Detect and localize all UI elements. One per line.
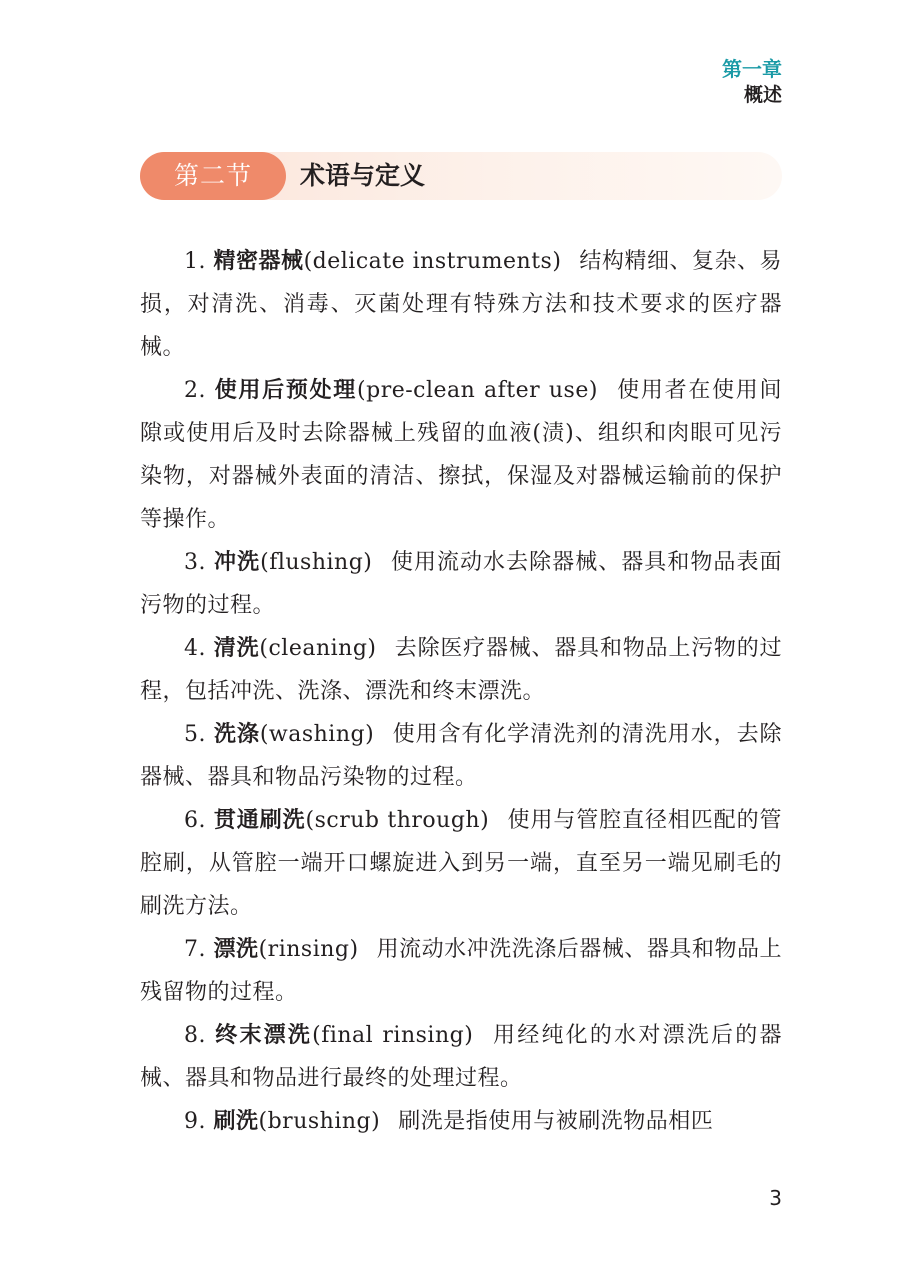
entry-term: 清洗 bbox=[213, 636, 260, 661]
entry-english: (cleaning) bbox=[259, 636, 377, 661]
entry-definition: 去除医疗器械、器具和物品上污物的过程，包括冲洗、洗涤、漂洗和终末漂洗。 bbox=[140, 636, 782, 704]
entry-definition: 使用含有化学清洗剂的清洗用水，去除器械、器具和物品污染物的过程。 bbox=[140, 722, 782, 790]
definition-entry bbox=[140, 1014, 782, 1100]
page-number: 3 bbox=[769, 1186, 782, 1210]
entry-term: 洗涤 bbox=[213, 722, 260, 747]
chapter-header bbox=[722, 56, 782, 108]
entry-number: 8. bbox=[184, 1023, 206, 1048]
chapter-number: 第一章 bbox=[722, 57, 782, 81]
entry-number: 7. bbox=[184, 937, 206, 962]
entry-english: (scrub through) bbox=[305, 808, 490, 833]
entry-number: 3. bbox=[184, 550, 206, 575]
section-label: 第二节 bbox=[140, 152, 286, 200]
entry-number: 9. bbox=[184, 1109, 206, 1134]
entry-number: 2. bbox=[184, 378, 206, 403]
entry-term: 终末漂洗 bbox=[215, 1023, 313, 1048]
definition-entry bbox=[140, 240, 782, 369]
entry-definition: 使用者在使用间隙或使用后及时去除器械上残留的血液(渍)、组织和肉眼可见污染物，对器械外表面的清洁、擦拭，保湿及对器械运输前的保护等操作。 bbox=[140, 378, 782, 532]
entry-number: 6. bbox=[184, 808, 206, 833]
entry-definition: 使用流动水去除器械、器具和物品表面污物的过程。 bbox=[140, 550, 782, 618]
entry-definition: 用经纯化的水对漂洗后的器械、器具和物品进行最终的处理过程。 bbox=[140, 1023, 782, 1091]
chapter-name: 概述 bbox=[743, 84, 782, 106]
entry-definition: 用流动水冲洗洗涤后器械、器具和物品上残留物的过程。 bbox=[140, 937, 782, 1005]
entry-english: (delicate instruments) bbox=[303, 249, 562, 274]
section-title: 术语与定义 bbox=[300, 161, 426, 190]
entry-definition: 刷洗是指使用与被刷洗物品相匹 bbox=[398, 1109, 714, 1134]
entry-definition: 结构精细、复杂、易损，对清洗、消毒、灭菌处理有特殊方法和技术要求的医疗器械。 bbox=[140, 249, 782, 360]
entry-english: (washing) bbox=[259, 722, 375, 747]
entry-english: (pre-clean after use) bbox=[357, 378, 598, 403]
entry-english: (rinsing) bbox=[258, 937, 359, 962]
definition-entry bbox=[140, 1100, 782, 1143]
entry-definition: 使用与管腔直径相匹配的管腔刷，从管腔一端开口螺旋进入到另一端，直至另一端见刷毛的刷洗方法。 bbox=[140, 808, 782, 919]
entry-term: 漂洗 bbox=[213, 937, 259, 962]
definition-entry bbox=[140, 799, 782, 928]
entry-term: 冲洗 bbox=[214, 550, 261, 575]
entry-number: 4. bbox=[184, 636, 206, 661]
entry-english: (final rinsing) bbox=[312, 1023, 474, 1048]
entry-term: 刷洗 bbox=[213, 1109, 259, 1134]
entry-term: 使用后预处理 bbox=[214, 378, 358, 403]
entry-english: (flushing) bbox=[260, 550, 373, 575]
entry-term: 精密器械 bbox=[213, 249, 304, 274]
definition-entry bbox=[140, 713, 782, 799]
entry-number: 5. bbox=[184, 722, 206, 747]
definition-entry bbox=[140, 928, 782, 1014]
definition-list bbox=[140, 240, 782, 1143]
entry-term: 贯通刷洗 bbox=[213, 808, 306, 833]
entry-english: (brushing) bbox=[258, 1109, 381, 1134]
section-banner bbox=[140, 152, 782, 200]
definition-entry bbox=[140, 627, 782, 713]
entry-number: 1. bbox=[184, 249, 206, 274]
definition-entry bbox=[140, 541, 782, 627]
definition-entry bbox=[140, 369, 782, 541]
